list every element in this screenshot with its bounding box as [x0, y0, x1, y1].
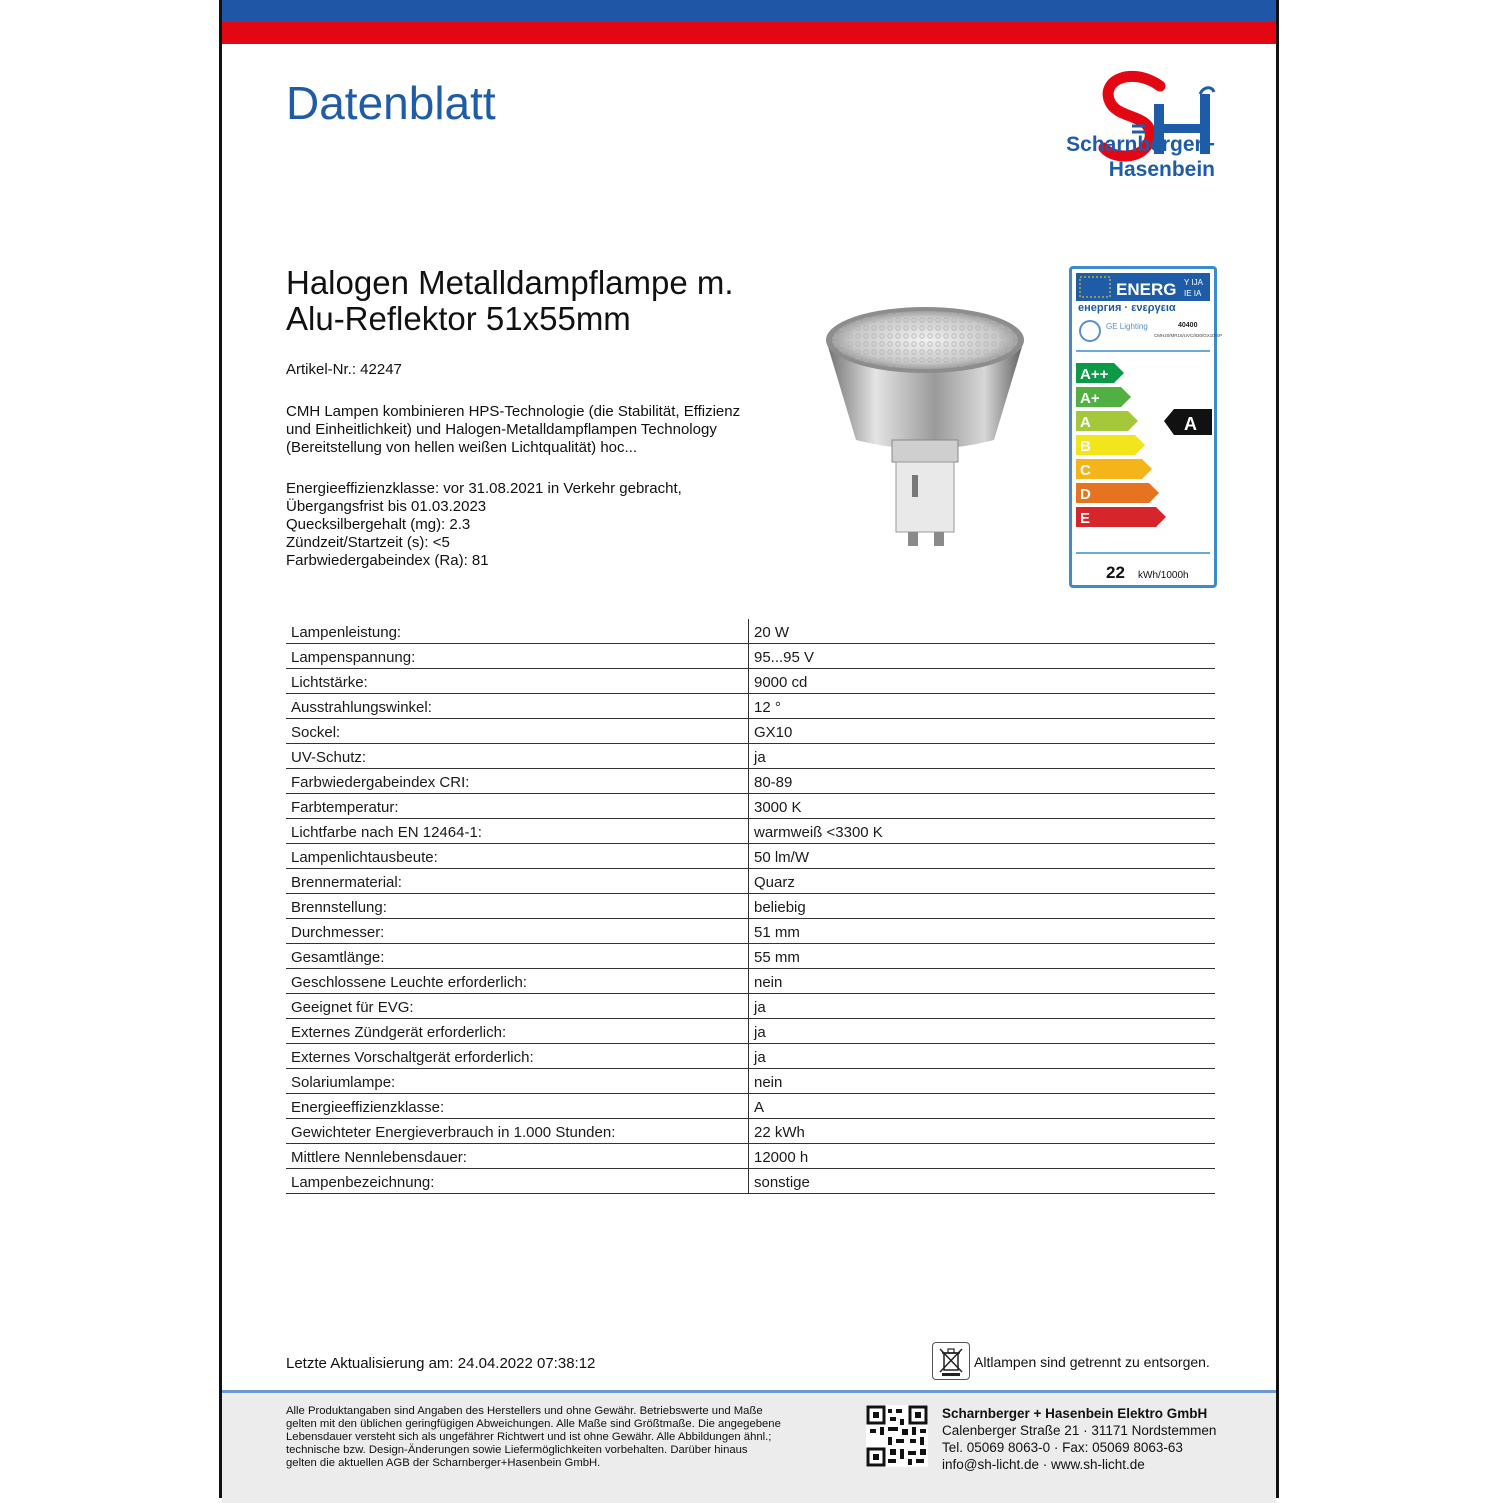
fact-line: Farbwiedergabeindex (Ra): 81 [286, 552, 489, 569]
spec-value: warmweiß <3300 K [749, 819, 1216, 844]
spec-label: Lampenleistung: [286, 619, 749, 644]
spec-row [286, 694, 1215, 719]
footer-disclaimer [286, 1405, 846, 1470]
spec-label: Gesamtlänge: [286, 944, 749, 969]
spec-value: ja [749, 1044, 1216, 1069]
energy-header-suffix-bottom: IE IA [1184, 289, 1202, 298]
crossed-out-bin-icon [932, 1342, 970, 1380]
company-name: Scharnberger + Hasenbein Elektro GmbH [942, 1406, 1208, 1421]
spec-label: Geeignet für EVG: [286, 994, 749, 1019]
spec-label: Gewichteter Energieverbrauch in 1.000 Stunden: [286, 1119, 749, 1144]
company-logo-text [985, 132, 1215, 182]
description-line: CMH Lampen kombinieren HPS-Technologie (die Stabilität, Effizienz [286, 403, 741, 420]
energy-brand: GE Lighting [1106, 322, 1148, 331]
spec-row [286, 919, 1215, 944]
spec-value: GX10 [749, 719, 1216, 744]
spec-value: nein [749, 1069, 1216, 1094]
spec-value: 12 ° [749, 694, 1216, 719]
energy-rating-label: A [1184, 414, 1197, 434]
datasheet-page [219, 0, 1279, 1498]
description-line: (Bereitstellung von hellen weißen Lichtqualität) hoc... [286, 439, 638, 456]
fact-line: Übergangsfrist bis 01.03.2023 [286, 498, 487, 515]
disclaimer-line: technische bzw. Design-Änderungen sowie Liefermöglichkeiten vorbehalten. Darüber hinaus [286, 1444, 748, 1456]
spec-row [286, 719, 1215, 744]
spec-row [286, 744, 1215, 769]
top-red-band [222, 22, 1276, 44]
energy-model-number: 40400 [1178, 322, 1198, 329]
qr-code-icon[interactable] [866, 1405, 928, 1467]
company-web[interactable]: info@sh-licht.de · www.sh-licht.de [942, 1457, 1145, 1472]
spec-value: beliebig [749, 894, 1216, 919]
lamp-product-image [822, 300, 1028, 550]
spec-value: 9000 cd [749, 669, 1216, 694]
spec-label: Mittlere Nennlebensdauer: [286, 1144, 749, 1169]
spec-label: Lampenbezeichnung: [286, 1169, 749, 1194]
spec-value: Quarz [749, 869, 1216, 894]
energy-class-label: C [1080, 462, 1091, 479]
spec-value: 3000 K [749, 794, 1216, 819]
product-title-line-1: Halogen Metalldampflampe m. [286, 264, 734, 301]
spec-value: nein [749, 969, 1216, 994]
spec-row [286, 969, 1215, 994]
spec-row [286, 1044, 1215, 1069]
spec-row [286, 769, 1215, 794]
spec-value: 51 mm [749, 919, 1216, 944]
energy-header-text: ENERG [1116, 280, 1177, 299]
spec-value: 20 W [749, 619, 1216, 644]
fact-line: Zündzeit/Startzeit (s): <5 [286, 534, 450, 551]
energy-consumption-unit: kWh/1000h [1138, 570, 1189, 581]
spec-row [286, 1069, 1215, 1094]
energy-subtitle: енергия · ενεργεια [1078, 302, 1176, 314]
spec-label: Lichtfarbe nach EN 12464-1: [286, 819, 749, 844]
spec-value: ja [749, 1019, 1216, 1044]
article-number: Artikel-Nr.: 42247 [286, 361, 402, 378]
spec-row [286, 819, 1215, 844]
spec-value: sonstige [749, 1169, 1216, 1194]
spec-value: 50 lm/W [749, 844, 1216, 869]
spec-row [286, 1169, 1215, 1194]
spec-label: UV-Schutz: [286, 744, 749, 769]
spec-label: Sockel: [286, 719, 749, 744]
energy-class-label: A [1080, 414, 1091, 431]
spec-row [286, 619, 1215, 644]
spec-value: 55 mm [749, 944, 1216, 969]
last-updated: Letzte Aktualisierung am: 24.04.2022 07:38:12 [286, 1355, 596, 1372]
spec-value: 22 kWh [749, 1119, 1216, 1144]
energy-class-label: A+ [1080, 390, 1100, 407]
spec-row [286, 644, 1215, 669]
spec-row [286, 844, 1215, 869]
spec-value: 80-89 [749, 769, 1216, 794]
spec-label: Farbtemperatur: [286, 794, 749, 819]
energy-class-label: E [1080, 510, 1091, 527]
logo-line-2: Hasenbein [1108, 158, 1215, 181]
top-blue-band [222, 0, 1276, 22]
description-line: und Einheitlichkeit) und Halogen-Metalldampflampen Technology [286, 421, 717, 438]
company-address: Calenberger Straße 21 · 31171 Nordstemmen [942, 1423, 1217, 1438]
spec-label: Farbwiedergabeindex CRI: [286, 769, 749, 794]
spec-label: Brennstellung: [286, 894, 749, 919]
spec-label: Lichtstärke: [286, 669, 749, 694]
footer [222, 1390, 1276, 1503]
spec-label: Externes Vorschaltgerät erforderlich: [286, 1044, 749, 1069]
spec-label: Energieeffizienzklasse: [286, 1094, 749, 1119]
spec-value: A [749, 1094, 1216, 1119]
spec-row [286, 994, 1215, 1019]
spec-label: Lampenlichtausbeute: [286, 844, 749, 869]
disclaimer-line: Alle Produktangaben sind Angaben des Herstellers und ohne Gewähr. Betriebswerte und Maße [286, 1405, 763, 1417]
spec-value: 95...95 V [749, 644, 1216, 669]
spec-row [286, 1094, 1215, 1119]
spec-row [286, 1119, 1215, 1144]
energy-header-suffix-top: Y IJA [1184, 278, 1203, 287]
product-title-line-2: Alu-Reflektor 51x55mm [286, 300, 631, 337]
product-description [286, 403, 740, 457]
disclaimer-line: Lebensdauer versteht sich als ungefährer Richtwert und ist ohne Gewähr. Alle Abbildungen ähnl.; [286, 1431, 772, 1443]
spec-label: Brennermaterial: [286, 869, 749, 894]
disposal-note: Altlampen sind getrennt zu entsorgen. [974, 1354, 1210, 1370]
energy-label-graphic [1072, 269, 1223, 585]
spec-label: Durchmesser: [286, 919, 749, 944]
spec-label: Solariumlampe: [286, 1069, 749, 1094]
ge-logo-icon [1080, 321, 1100, 341]
fact-line: Quecksilbergehalt (mg): 2.3 [286, 516, 471, 533]
company-contact [942, 1405, 1216, 1473]
spec-row [286, 1019, 1215, 1044]
spec-value: ja [749, 994, 1216, 1019]
energy-label [1069, 266, 1223, 588]
spec-label: Lampenspannung: [286, 644, 749, 669]
spec-table [286, 619, 1215, 1194]
spec-row [286, 669, 1215, 694]
spec-label: Externes Zündgerät erforderlich: [286, 1019, 749, 1044]
energy-class-label: D [1080, 486, 1091, 503]
spec-row [286, 794, 1215, 819]
company-phone: Tel. 05069 8063-0 · Fax: 05069 8063-63 [942, 1440, 1183, 1455]
energy-class-label: B [1080, 438, 1091, 455]
energy-model-code: CMH20/MR16/UVC/830/GX10/SP [1154, 333, 1223, 338]
logo-line-1: Scharnberger+ [1066, 133, 1215, 156]
disclaimer-line: gelten mit den üblichen geringfügigen Abweichungen. Alle Maße sind Größtmaße. Die angegebene [286, 1418, 781, 1430]
spec-row [286, 1144, 1215, 1169]
spec-row [286, 869, 1215, 894]
product-title [286, 265, 734, 337]
fact-line: Energieeffizienzklasse: vor 31.08.2021 in Verkehr gebracht, [286, 480, 682, 497]
spec-value: ja [749, 744, 1216, 769]
energy-class-label: A++ [1080, 366, 1109, 383]
disclaimer-line: gelten die aktuellen AGB der Scharnberger+Hasenbein GmbH. [286, 1457, 601, 1469]
product-facts [286, 480, 682, 570]
spec-label: Ausstrahlungswinkel: [286, 694, 749, 719]
spec-value: 12000 h [749, 1144, 1216, 1169]
spec-label: Geschlossene Leuchte erforderlich: [286, 969, 749, 994]
energy-consumption-value: 22 [1106, 563, 1125, 582]
page-title: Datenblatt [286, 77, 496, 129]
spec-row [286, 894, 1215, 919]
energy-class-arrows [1076, 363, 1166, 527]
spec-row [286, 944, 1215, 969]
